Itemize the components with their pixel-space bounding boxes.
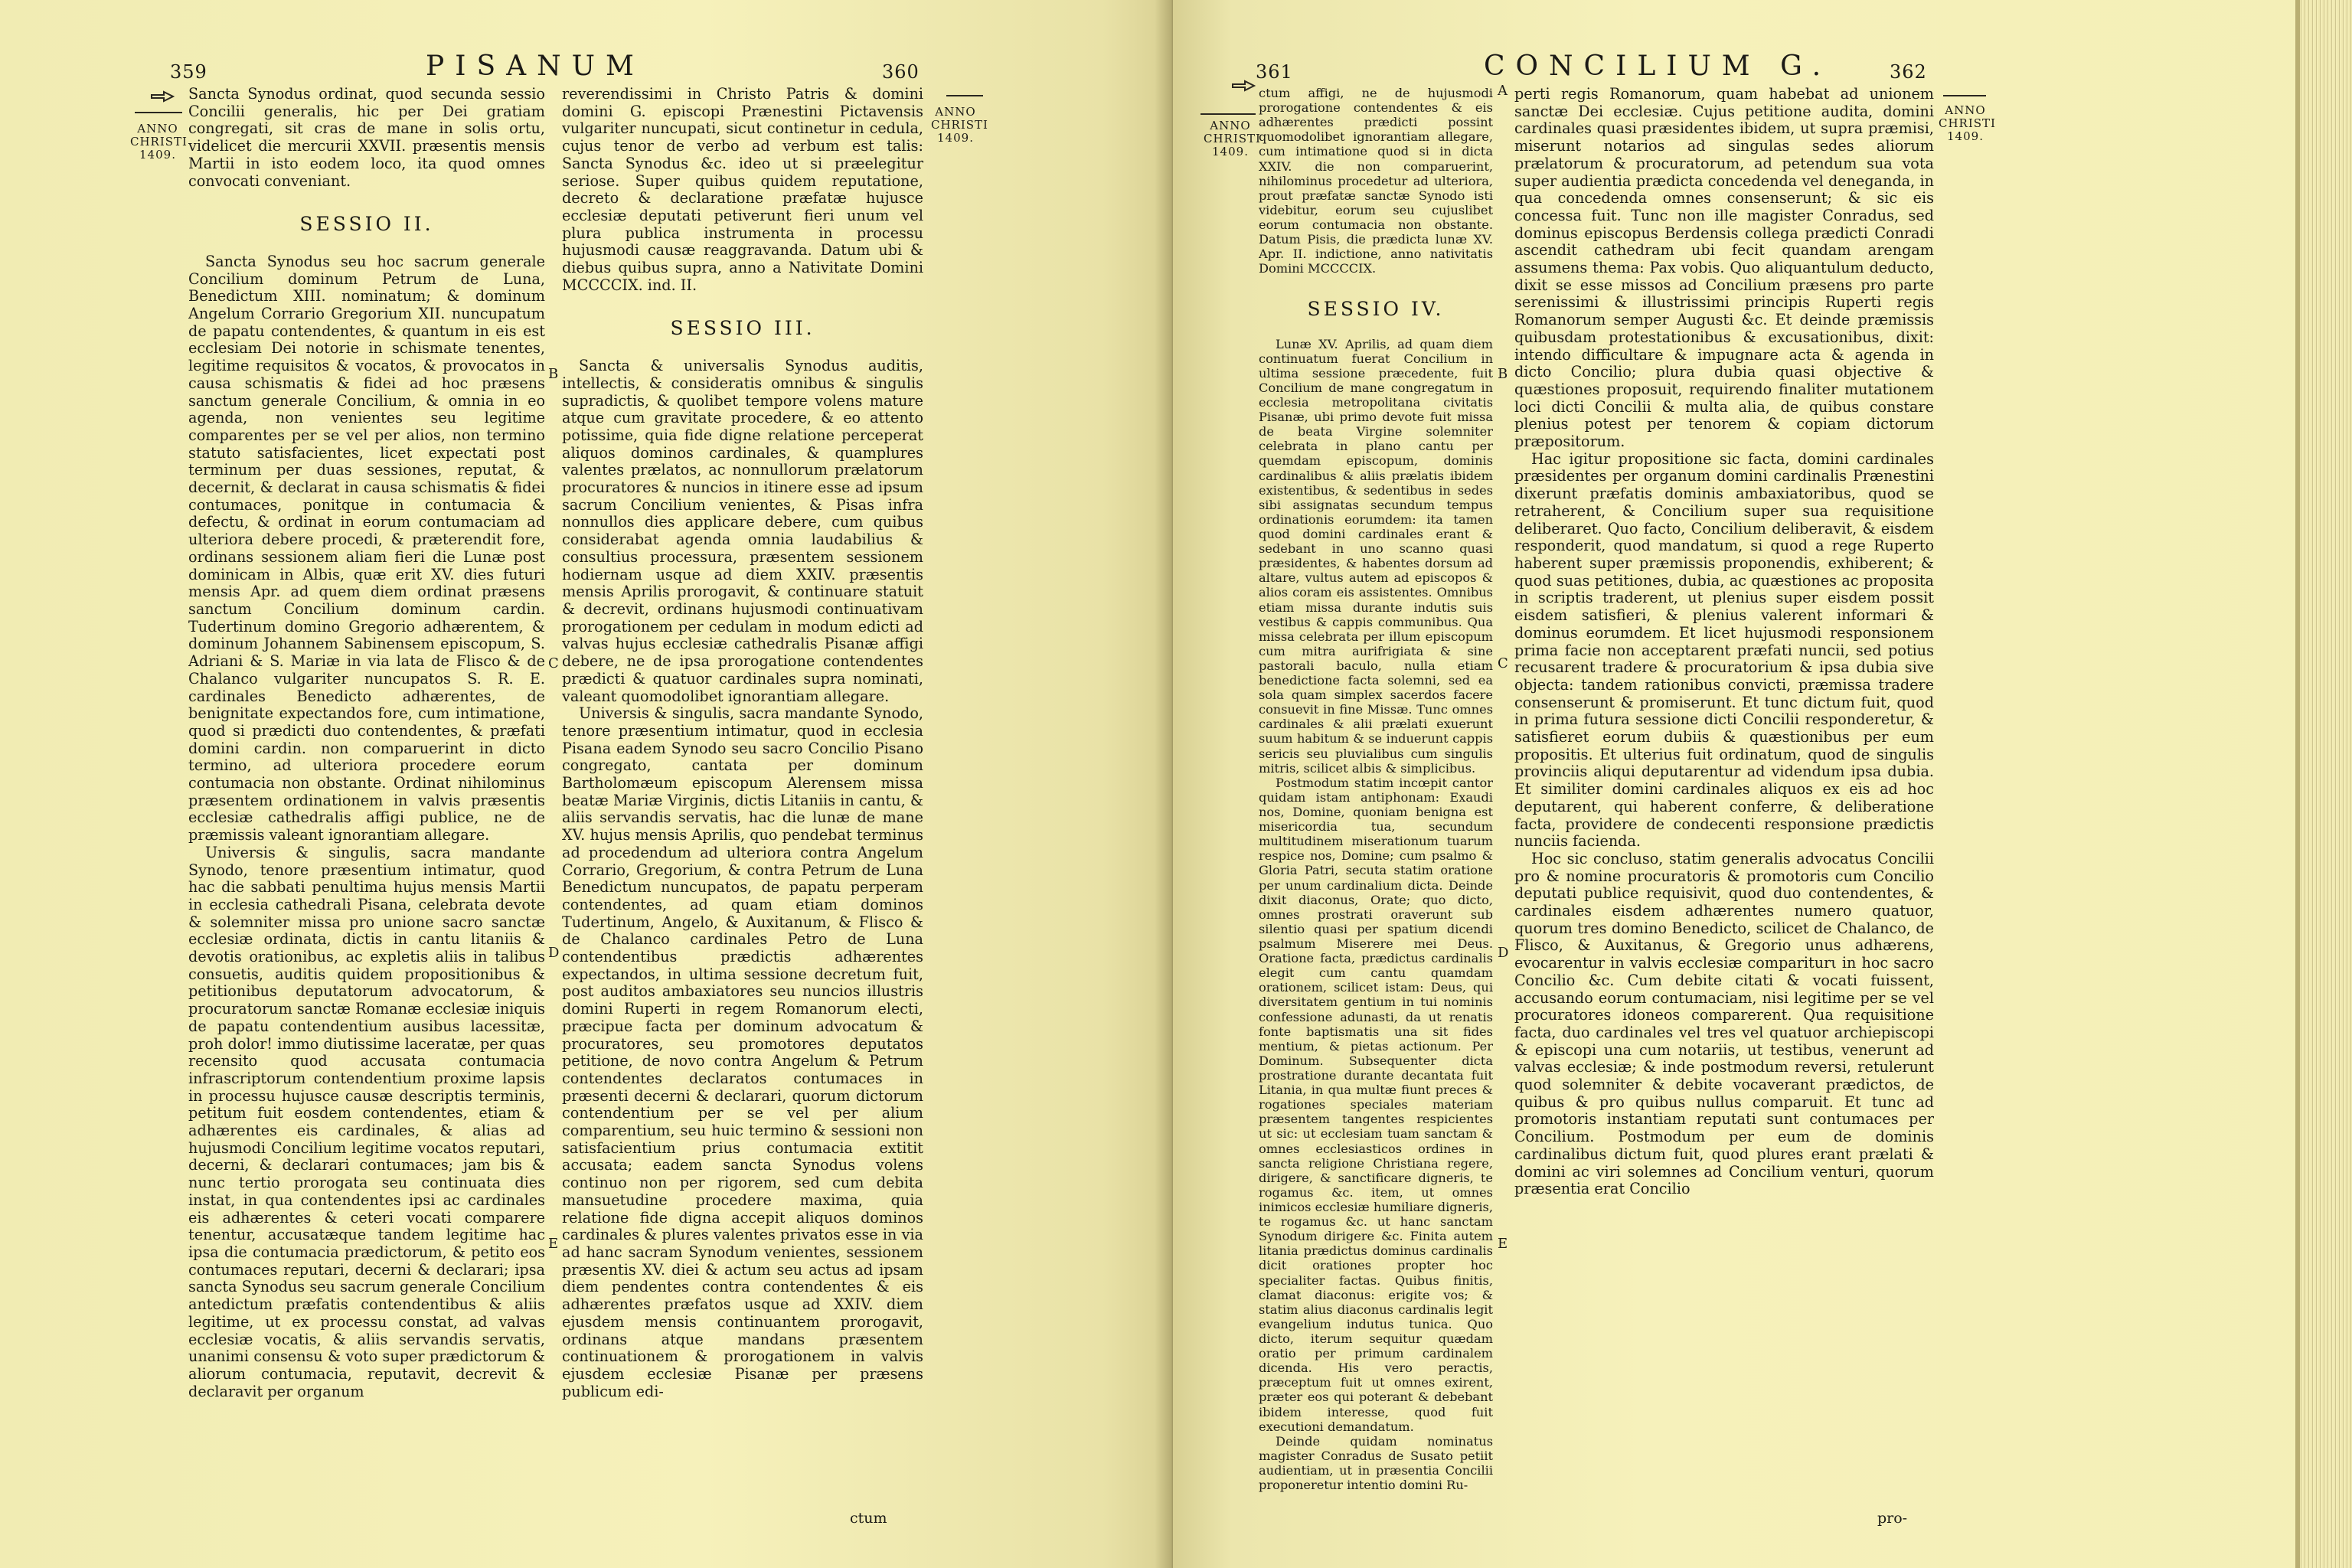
session-heading: SESSIO III. — [670, 317, 815, 340]
right-page — [1173, 0, 2352, 1568]
session-heading: SESSIO II. — [299, 213, 434, 236]
paragraph: Hoc sic concluso, statim generalis advocatus Concilii pro & nomine procuratoris & promotoris cum Concilio deputati publice requisivit, quod duo contendentes, & cardinales eisdem adhærentes numero quatuor, quorum tres domino Benedicto, scilicet de Chalanco, de Flisco, & Auxitanus, & Gregorio unus adhærens, evocarentur in valvis ecclesiæ compariturι in hoc sacro Concilio &c. Cum debite citati & vocati fuissent, accusando eorum contumaciam, nisi legitime per se vel procuratores idoneos comparerent. Qua requisitione facta, duo cardinales vel tres vel quatuor archiepiscopi & episcopi una cum notariis, ut testibus, venerunt ad valvas ecclesiæ; & inde postmodum reversi, retulerunt quod solemniter & debite vocaverant prædictos, de quibus & pro quibus nullus comparuit. Et tunc ad promotoris instantiam reputati sunt contumaces per Concilium. Postmodum per eum de dominis cardinalibus dictum fuit, quod plures erant prælati & domini ac viri solemnes ad Concilium venturi, quorum præsentia erat Concilio — [1514, 849, 1934, 1198]
margin-dash — [946, 95, 983, 96]
page-number-361: 361 — [1256, 61, 1293, 83]
pointing-hand-icon — [1231, 78, 1256, 93]
left-page — [0, 0, 1173, 1568]
running-title-concilium: CONCILIUM G. — [1484, 51, 1832, 82]
margin-note-anno-christi: ANNO CHRISTI 1409. — [1939, 103, 1996, 143]
page-number-359: 359 — [170, 61, 207, 83]
catchword: ctum — [850, 1510, 887, 1527]
paragraph: Hac igitur propositione sic facta, domini cardinales præsidentes per organum domini cardinalis Prænestini dixerunt præfatis dominis ambaxiatoribus, quod se retraherent, & Concilium super sua requisitione deliberaret. Quo facto, Concilium deliberavit, & eisdem responderit, quod mandatum, si quod a rege Ruperto haberent super præmissis proponendis, exhiberent; & quod suas petitiones, dubia, ac quæstiones ac proposita in scriptis traderent, ut plenius super eisdem possit eisdem satisfieri, & plenius valerent informari & dominus eorumdem. Et licet hujusmodi responsionem prima facie non acceptarent præfati nuncii, sed potius recusarent tradere & procuratorium & ipsa dubia sive objecta: tandem rationibus convicti, præmissa tradere consenserunt & promiserunt. Et tunc dictum fuit, quod in prima futura sessione dicti Concilii responderetur, & satisfieret eorum dubiis & quæstionibus per eum propositis. Et ulterius fuit ordinatum, quod de singulis provinciis aliqui deputarentur ad videndum ipsa dubia. Et similiter domini cardinales aliquos ex eis ad hoc deputarent, qui haberent conferre, & deliberatione facta, providere de condecenti responsione prædictis nunciis facienda. — [1514, 449, 1934, 851]
catchword: pro- — [1877, 1510, 1908, 1527]
paragraph: Universis & singulis, sacra mandante Synodo, tenore præsentium intimatur, quod in ecclesia Pisana eadem Synodo seu sacro Concilio Pisano congregato, cantata per dominum Bartholomæum episcopum Alerensem missa beatæ Mariæ Virginis, dictis Litaniis in cantu, & aliis servandis servatis, hac die lunæ de mane XV. hujus mensis Aprilis, quo pendebat terminus ad procedendum ad ulteriora contra Angelum Corrario, Gregorium, & contra Petrum de Luna Benedictum nuncupatos, de papatu perperam contendentes, ad quam etiam dominos Tudertinum, Angelo, & Auxitanum, & Flisco & de Chalanco cardinales Petro de Luna contendentibus prædictis adhærentes expectandos, in ultima sessione decretum fuit, post auditos ambaxiatores seu nuncios illustris domini Ruperti in regem Romanorum electi, præcipue facta per dominum advocatum & procuratores, seu promotores deputatos petitione, de novo contra Angelum & Petrum contendentes declaratos contumaces in præsenti decerni & declarari, quorum dictorum contendentium per se vel per alium comparentium, seu huic termino & sessioni non satisfacientium prius contumacia extitit accusata; eadem sancta Synodus volens continuo non per rigorem, sed cum debita mansuetudine procedere maxima, quia relatione fide digna accepit aliquos dominos cardinales & plures valentes privatos esse in via ad hanc sacram Synodum venientes, sessionem præsentis XV. diei & actum seu actus ad ipsam diem pendentes contra contendentes & eis adhærentes præfatos usque ad XXIV. diem ejusdem mensis continuantem prorogavit, ordinans atque mandans præsentem continuationem & prorogationem in valvis ejusdem ecclesiæ Pisanæ per præsens publicum edi- — [562, 704, 923, 1400]
section-letter-d: D — [1498, 945, 1509, 961]
paragraph: Postmodum statim incœpit cantor quidam istam antiphonam: Exaudi nos, Domine, quoniam benigna est misericordia tua, secundum multitudinem miserationum tuarum respice nos, Domine; cum psalmo & Gloria Patri, secuta statim oratione per unum cardinalium dicta. Deinde dixit diaconus, Orate; quo dicto, omnes prostrati oraverunt sub silentio quasi per spatium dicendi psalmum Miserere mei Deus. Oratione facta, prædictus cardinalis elegit cum cantu quamdam orationem, scilicet istam: Deus, qui diversitatem gentium in tui nominis confessione adunasti, da ut renatis fonte baptismatis una sit fides mentium, & pietas actionum. Per Dominum. Subsequenter dicta prostratione durante decantata fuit Litania, in qua multæ fiunt preces & rogationes speciales materiam præsentem tangentes respicientes ut sic: ut ecclesiam tuam sanctam & omnes ecclesiasticos ordines in sancta religione Christiana regere, dirigere, & sanctificare digneris, te rogamus &c. item, ut omnes inimicos ecclesiæ humiliare digneris, te rogamus &c. ut hanc sanctam Synodum dirigere &c. Finita autem litania prædictus dominus cardinalis dicit orationes propter hoc specialiter factas. Quibus finitis, clamat diaconus: erigite vos; & statim alius diaconus cardinalis legit evangelium indutus tunica. Quo dicto, iterum sequitur quædam oratio per primum cardinalem dicenda. His vero peractis, præceptum fuit ut omnes exirent, præter eos qui poterant & debebant ibidem interesse, quod fuit executioni demandatum. — [1259, 775, 1493, 1434]
pointing-hand-icon — [150, 89, 175, 104]
paragraph: Sancta Synodus seu hoc sacrum generale Concilium dominum Petrum de Luna, Benedictum XIII. nominatum; & dominum Angelum Corrario Gregorium XII. nuncupatum de papatu contendentes, & quantum in eis est ecclesiam Dei notorie in schismate tenentes, legitime requisitos & vocatos, & provocatos in causa schismatis & fidei ad hoc præsens sanctum generale Concilium, & omnia in eo agenda, non venientes seu legitime comparentes per se vel per alios, non termino statuto satisfacientes, licet expectati post terminum per duas sessiones, reputat, & decernit, & declarat in causa schismatis & fidei contumaces, ponitque in contumacia & defectu, & ordinat in eorum contumaciam ad ulteriora debere procedi, & præterendit fore, ordinans sessionem aliam fieri die Lunæ post dominicam in Albis, quæ erit XV. dies futuri mensis Apr. ad quem diem ordinat præsens sanctum Concilium dominum cardin. Tudertinum domino Gregorio adhærentem, & dominum Johannem Sabinensem episcopum, S. Adriani & S. Mariæ in via lata de Flisco & de Chalanco vulgariter nuncupatos S. R. E. cardinales Benedicto adhærentes, de benignitate expectandos fore, cum intimatione, quod si prædicti duo contendentes, & præfati domini cardin. non comparuerint in dicto termino, ad ulteriora procedere eorum contumacia non obstante. Ordinat nihilominus præsentem ordinationem in valvis præsentis ecclesiæ cathedralis affigi publice, ne de præmissis valeant ignorantiam allegare. — [188, 252, 545, 844]
section-letter-e: E — [548, 1236, 559, 1252]
paragraph: ctum affigi, ne de hujusmodi prorogatione contendentes & eis adhærentes prædicti possint quomodolibet ignorantiam allegare, cum intimatione quod si in dicta XXIV. die non comparuerint, nihilominus procedetur ad ulteriora, prout præfatæ sanctæ Synodo isti videbitur, eorum seu cujuslibet eorum contumacia non obstante. Datum Pisis, die prædicta lunæ XV. Apr. II. indictione, anno nativitatis Domini MCCCCIX. — [1259, 86, 1493, 276]
margin-dash — [135, 112, 182, 113]
paragraph: Universis & singulis, sacra mandante Synodo, tenore præsentium intimatur, quod hac die sabbati penultima hujus mensis Martii in ecclesia cathedrali Pisana, celebrata devote & solemniter missa pro unione sacro sanctæ ecclesiæ ordinata, dictis in cantu litaniis & devotis orationibus, ac expletis aliis in talibus consuetis, auditis quidem propositionibus & petitionibus deputatorum advocatorum, & procuratorum sanctæ Romanæ ecclesiæ iniquis de papatu contendentium ausibus lacessitæ, proh dolor! immo diutissime laceratæ, per quas recensito quod accusata contumacia infrascriptorum contendentium proxime lapsis in processu hujusce causæ descriptis terminis, petitum fuit eosdem contendentes, etiam & adhærentes eis cardinales, & alias ad hujusmodi Concilium legitime vocatos reputari, decerni, & declarari contumaces; jam bis & nunc tertio prorogata seu continuata dies instat, in qua contendentes ipsi ac cardinales eis adhærentes & ceteri vocati comparere tenentur, accusatæque tandem legitime hac ipsa die contumacia prædictorum, & petito eos contumaces reputari, decerni & declarari; ipsa sancta Synodus seu sacrum generale Concilium antedictum præfatis contendentibus & aliis legitime, ut ex processu constat, ad valvas ecclesiæ vocatis, & aliis servandis servatis, unanimi consensu & voto super prædictorum & aliorum contumacia, reputavit, decrevit & declaravit per organum — [188, 843, 545, 1400]
paragraph: Deinde quidam nominatus magister Conradus de Susato petiit audientiam, ut in præsentia Concilii proponeretur intentio domini Ru- — [1259, 1433, 1493, 1493]
left-column-2 — [562, 86, 923, 1507]
running-title-pisanum: PISANUM — [426, 51, 645, 82]
section-letter-e: E — [1498, 1236, 1508, 1252]
section-letter-a: A — [1498, 83, 1508, 99]
right-column-2 — [1514, 86, 1934, 1507]
section-letter-b: B — [548, 366, 559, 382]
session-heading: SESSIO IV. — [1307, 298, 1445, 321]
margin-note-anno-christi: ANNO CHRISTI 1409. — [931, 105, 988, 145]
section-letter-c: C — [1498, 655, 1508, 671]
margin-dash — [1200, 113, 1256, 115]
margin-note-anno-christi: ANNO CHRISTI 1409. — [130, 122, 188, 162]
right-column-1 — [1259, 86, 1493, 1507]
paragraph: Sancta & universalis Synodus auditis, intellectis, & consideratis omnibus & singulis supradictis, & quolibet tempore volens mature atque cum gravitate procedere, & eo attento potissime, quia fide digne relatione perceperat aliquos dominos cardinales, & quamplures valentes prælatos, ac nonnullorum prælatorum procuratores & nuncios in itinere esse ad ipsum sacrum Concilium venientes, & Pisas infra nonnullos dies applicare debere, cum quibus considerabat agenda omnia laudabilius & consultius processura, præsentem sessionem hodiernam usque ad diem XXIV. præsentis mensis Aprilis prorogavit, & continuare statuit & decrevit, ordinans hujusmodi continuativam prorogationem per cedulam in modum edicti ad valvas hujus ecclesiæ cathedralis Pisanæ affigi debere, ne de ipsa prorogatione contendentes prædicti & quatuor cardinales supra nominati, valeant quomodolibet ignorantiam allegare. — [562, 357, 923, 705]
page-edges — [2295, 0, 2352, 1568]
paragraph: perti regis Romanorum, quam habebat ad unionem sanctæ Dei ecclesiæ. Cujus petitione audita, domini cardinales quasi præsidentes ibidem, ut supra præmisi, miserunt notarios ad singulas sedes aliorum prælatorum & procuratorum, ad petendum sua vota super audientia prædicta concedenda vel deneganda, in qua concedenda omnes consenserunt; & sic eis concessa fuit. Tunc non ille magister Conradus, sed dominus episcopus Berdensis collega prædicti Conradi ascendit cathedram ubi fecit quandam arengam assumens thema: Pax vobis. Quo aliquantulum deducto, dixit se esse missos ad Concilium præsens pro parte serenissimi & illustrissimi principis Ruperti regis Romanorum semper Augusti &c. Et deinde præmissis quibusdam protestationibus & excusationibus, dixit: intendo difficultare & impugnare acta & agenda in dicto Concilio; plura dubia quasi objective & quæstiones proposuit, requirendo finaliter mutationem loci dicti Concilii & multa alia, de quibus constare plenius potest per tenorem & copiam dictorum præpositorum. — [1514, 86, 1934, 451]
paragraph: reverendissimi in Christo Patris & domini domini G. episcopi Prænestini Pictavensis vulgariter nuncupati, sicut continetur in cedula, cujus tenor de verbo ad verbum est talis: Sancta Synodus &c. ideo ut si præelegitur seriose. Super quibus quidem reputatione, decreto & declaratione præfatæ hujusce ecclesiæ deputati petiverunt fieri unum vel plura publica instrumenta in processu hujusmodi causæ reaggravanda. Datum ubi & diebus quibus supra, anno a Nativitate Domini MCCCCIX. ind. II. — [562, 86, 923, 294]
section-letter-c: C — [548, 655, 559, 671]
section-letter-d: D — [548, 945, 560, 961]
page-number-360: 360 — [882, 61, 920, 83]
section-letter-b: B — [1498, 366, 1508, 382]
left-column-1 — [188, 86, 545, 1507]
margin-note-anno-christi: ANNO CHRISTI 1409. — [1204, 119, 1261, 158]
page-number-362: 362 — [1890, 61, 1927, 83]
margin-dash — [1943, 95, 1986, 96]
paragraph: Sancta Synodus ordinat, quod secunda sessio Concilii generalis, hic per Dei gratiam congregati, sit cras de mane in solis ortu, videlicet die mercurii XXVII. præsentis mensis Martii in isto eodem loco, ita quod omnes convocati conveniant. — [188, 86, 545, 190]
paragraph: Lunæ XV. Aprilis, ad quam diem continuatum fuerat Concilium in ultima sessione præcedente, fuit Concilium de mane congregatum in ecclesia metropolitana civitatis Pisanæ, ubi primo devote fuit missa de beata Virgine solemniter celebrata in plano cantu per quemdam episcopum, dominis cardinalibus & aliis prælatis ibidem existentibus, & sedentibus in sedes sibi assignatas secundum tempus ordinationis eorumdem: ita tamen quod domini cardinales erant & sedebant in uno scanno quasi præsidentes, & habentes dorsum ad altare, vultus autem ad episcopos & alios coram eis assistentes. Omnibus etiam missa durante indutis suis vestibus & cappis communibus. Qua missa celebrata per illum episcopum cum mitra aurifrigiata & sine pastorali baculo, nulla etiam benedictione facta solemni, sed ea sola quam simplex sacerdos facere consuevit in fine Missæ. Tunc omnes cardinales & alii prælati exuerunt suum habitum & se induerunt cappis sericis seu pluvialibus cum singulis mitris, scilicet albis & simplicibus. — [1259, 336, 1493, 776]
